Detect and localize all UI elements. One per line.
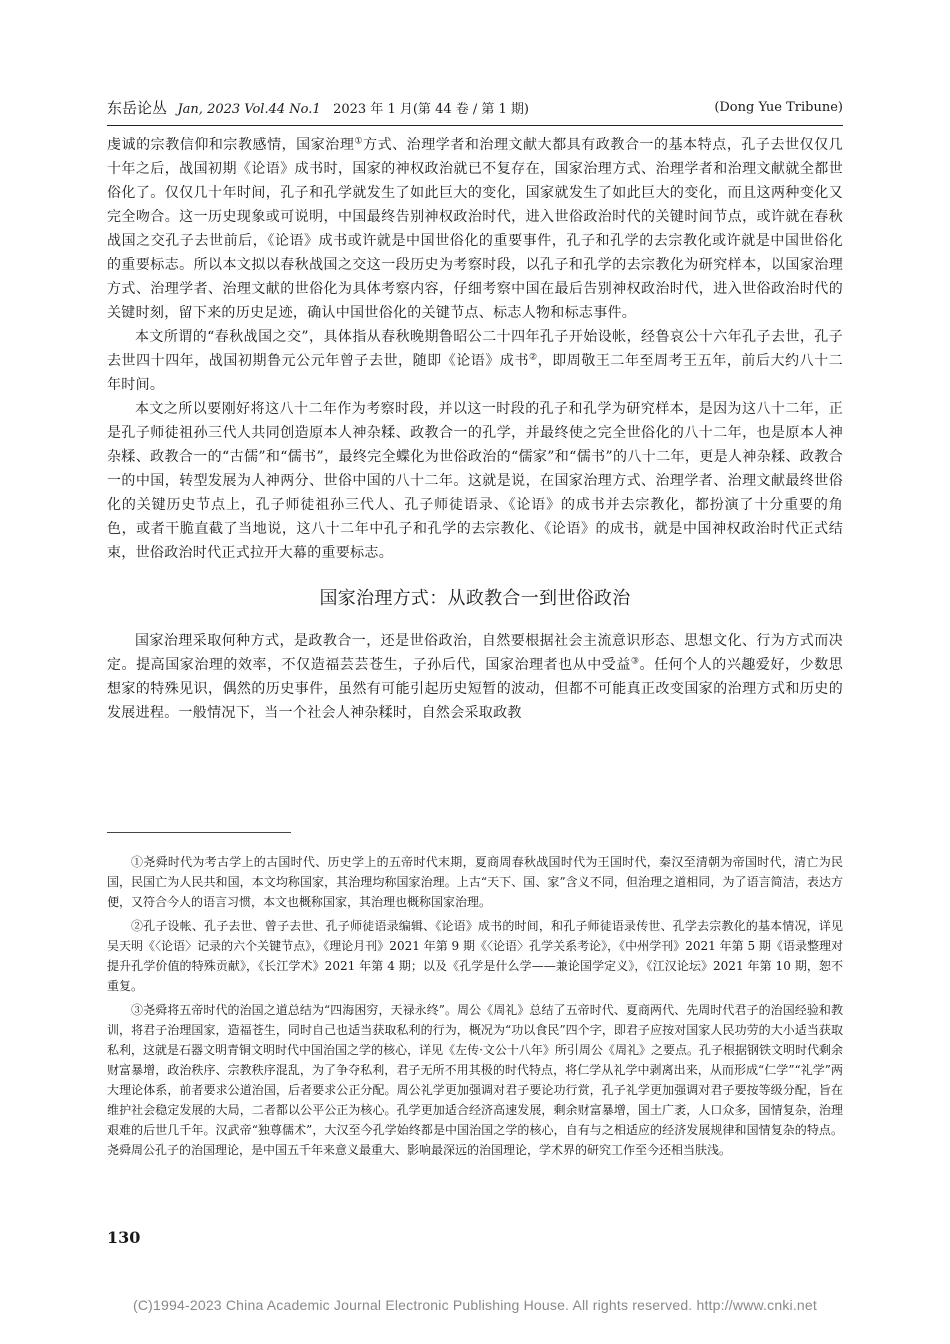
footnote-divider <box>107 832 291 833</box>
paragraph-4 <box>107 629 843 725</box>
copyright-footer: (C)1994-2023 China Academic Journal Electronic Publishing House. All rights reserved. http://www.cnki.net <box>133 1297 817 1313</box>
paragraph-2-text-a: 本文所谓的“春秋战国之交”，具体指从春秋晚期鲁昭公二十四年孔子开始设帐，经鲁哀公十六年孔子去世，孔子去世四十四年，战国初期鲁元公元年曾子去世，随即《论语》成书 <box>107 329 843 369</box>
paragraph-1-text-b: 方式、治理学者和治理文献大都具有政教合一的基本特点，孔子去世仅仅几十年之后，战国初期《论语》成书时，国家的神权政治就已不复存在，国家治理方式、治理学者和治理文献就全都世俗化了。仅仅几十年时间，孔子和孔学就发生了如此巨大的变化，国家就发生了如此巨大的变化，而且这两种变化又完全吻合。这一历史现象或可说明，中国最终告别神权政治时代，进入世俗政治时代的关键时间节点，或许就在春秋战国之交孔子去世前后，《论语》成书或许就是中国世俗化的重要事件，孔子和孔学的去宗教化或许就是中国世俗化的重要标志。所以本文拟以春秋战国之交这一段历史为考察时段，以孔子和孔学的去宗教化为研究样本，以国家治理方式、治理学者、治理文献的世俗化为具体考察内容，仔细考察中国在最后告别神权政治时代，进入世俗政治时代的关键时刻，留下来的历史足迹，确认中国世俗化的关键节点、标志人物和标志事件。 <box>107 137 843 321</box>
paragraph-3: 本文之所以要刚好将这八十二年作为考察时段，并以这一时段的孔子和孔学为研究样本，是因为这八十二年，正是孔子师徒祖孙三代人共同创造原本人神杂糅、政教合一的孔学，并最终使之完全世俗化的八十二年，也是原本人神杂糅、政教合一的“古儒”和“儒书”，最终完全蝶化为世俗政治的“儒家”和“儒书”的八十二年，更是人神杂糅、政教合一的中国，转型发展为人神两分、世俗中国的八十二年。这就是说，在国家治理方式、治理学者、治理文献最终世俗化的关键历史节点上，孔子师徒祖孙三代人、孔子师徒语录、《论语》的成书并去宗教化，都扮演了十分重要的角色，或者干脆直截了当地说，这八十二年中孔子和孔学的去宗教化、《论语》的成书，就是中国神权政治时代正式结束，世俗政治时代正式拉开大幕的重要标志。 <box>107 401 843 561</box>
footnote-1: ①尧舜时代为考古学上的古国时代、历史学上的五帝时代末期，夏商周春秋战国时代为王国时代，秦汉至清朝为帝国时代，清亡为民国，民国亡为人民共和国，本文均称国家，其治理均称国家治理。上古“天下、国、家”含义不同，但治理之道相同，为了语言简洁，表达方便，又符合今人的语言习惯，本文也概称国家，其治理也概称国家治理。 <box>107 855 843 909</box>
page-number: 130 <box>107 1228 141 1247</box>
footnote-ref-3[interactable]: ③ <box>630 656 640 667</box>
paragraph-1-text-a: 虔诚的宗教信仰和宗教感情，国家治理 <box>107 137 355 153</box>
issue-cn: 2023 年 1 月(第 44 卷 / 第 1 期) <box>333 102 529 117</box>
footnote-3: ③尧舜将五帝时代的治国之道总结为“四海困穷，天禄永终”。周公《周礼》总结了五帝时代、夏商两代、先周时代君子的治国经验和教训，将君子治理国家，造福苍生，同时自己也适当获取私利的行为，概况为“功以食民”四个字，即君子应按对国家人民功劳的大小适当获取私利，这就是石器文明青铜文明时代中国治国之学的核心，详见《左传·文公十八年》所引周公《周礼》之要点。孔子根据钢铁文明时代剩余财富暴增，政治秩序、宗教秩序混乱，为了争夺私利，君子无所不用其极的时代特点，将仁学从礼学中剥离出来，从而形成“仁学”“礼学”两大理论体系，前者要求公道治国，后者要求公正分配。周公礼学更加强调对君子要论功行赏，孔子礼学更加强调对君子要按等级分配，旨在维护社会稳定发展的大局，二者都以公平公正为核心。孔学更加适合经济高速发展，剩余财富暴增，国土广袤，人口众多，国情复杂，治理艰难的后世几千年。汉武帝“独尊儒术”，大汉至今孔学始终都是中国治国之学的核心，自有与之相适应的经济发展规律和国情复杂的特点。尧舜周公孔子的治国理论，是中国五千年来意义最重大、影响最深远的治国理论，学术界的研究工作至今还相当肤浅。 <box>107 1003 843 1157</box>
paragraph-4-text-b: 。任何个人的兴趣爱好，少数思想家的特殊见识，偶然的历史事件，虽然有可能引起历史短暂的波动，但都不可能真正改变国家的治理方式和历史的发展进程。一般情况下，当一个社会人神杂糅时，自然会采取政教 <box>107 657 843 721</box>
header-left <box>107 99 529 119</box>
footnotes <box>107 852 843 1164</box>
footnote-ref-1[interactable]: ① <box>354 136 364 147</box>
journal-english-title: (Dong Yue Tribune) <box>714 100 843 115</box>
paragraph-2 <box>107 325 843 397</box>
footnote-2: ②孔子设帐、孔子去世、曾子去世、孔子师徒语录编辑、《论语》成书的时间，和孔子师徒语录传世、孔学去宗教化的基本情况，详见吴天明《〈论语〉记录的六个关键节点》，《理论月刊》2021 年第 9 期《〈论语〉孔学关系考论》，《中州学刊》2021 年第 5 期《语录整理对提升孔学价值的特殊贡献》，《长江学术》2021 年第 4 期；以及《孔学是什么学——兼论国学定义》，《江汉论坛》2021 年第 10 期，恕不重复。 <box>107 919 843 993</box>
paragraph-1 <box>107 133 843 325</box>
issue-en: Jan, 2023 Vol.44 No.1 <box>177 102 321 117</box>
paragraph-4-text-a: 国家治理采取何种方式，是政教合一，还是世俗政治，自然要根据社会主流意识形态、思想文化、行为方式而决定。提高国家治理的效率，不仅造福芸芸苍生，子孙后代，国家治理者也从中受益 <box>107 633 843 673</box>
section-title: 国家治理方式：从政教合一到世俗政治 <box>319 588 631 609</box>
paragraph-2-text-b: ，即周敬王二年至周考王五年，前后大约八十二年时间。 <box>107 353 843 393</box>
footnote-ref-2[interactable]: ② <box>529 352 538 363</box>
running-header <box>107 99 843 126</box>
main-text <box>107 133 843 725</box>
journal-name: 东岳论丛 <box>107 99 168 117</box>
